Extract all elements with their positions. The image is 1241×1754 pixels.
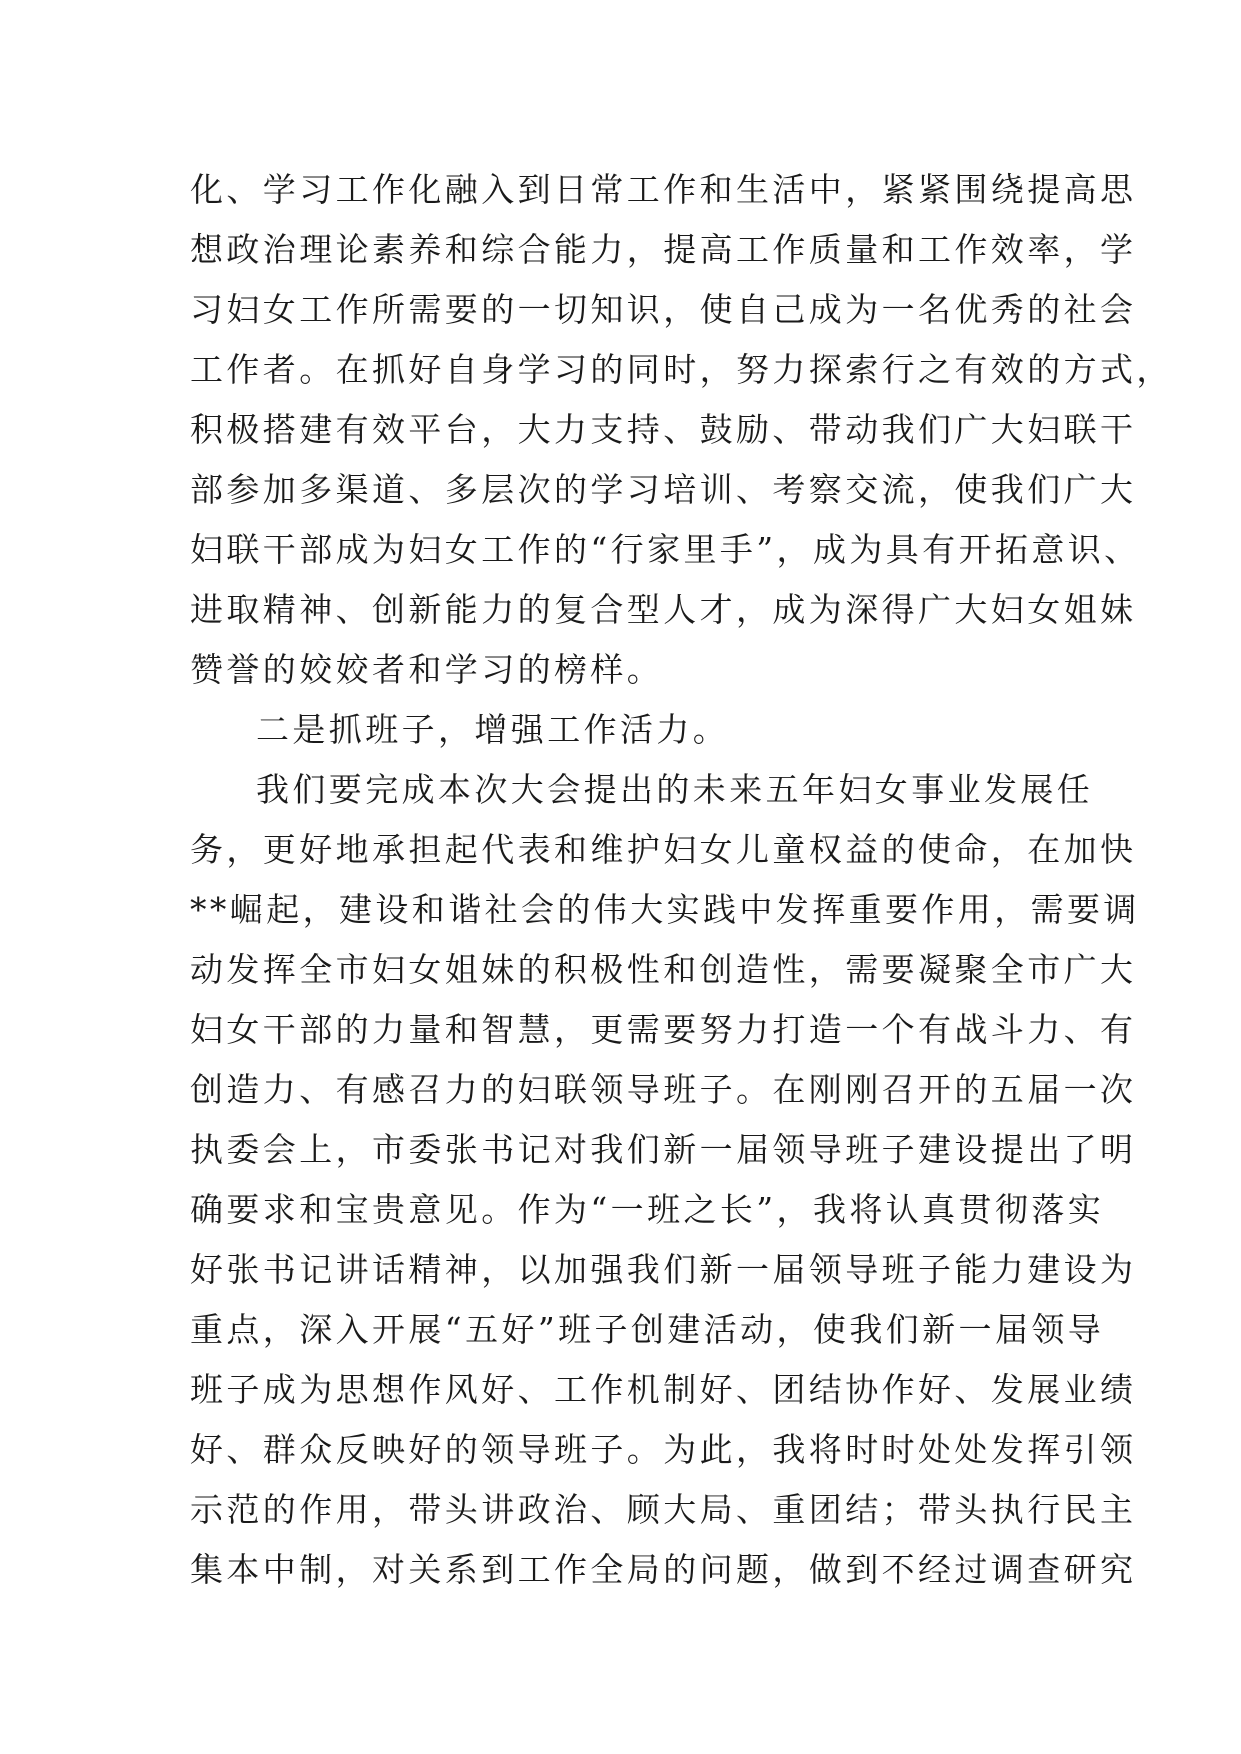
document-body bbox=[190, 160, 1173, 1600]
body-line: 动发挥全市妇女姐妹的积极性和创造性，需要凝聚全市广大 bbox=[190, 950, 1137, 989]
body-line: 部参加多渠道、多层次的学习培训、考察交流，使我们广大 bbox=[190, 470, 1137, 509]
body-line: 班子成为思想作风好、工作机制好、团结协作好、发展业绩 bbox=[190, 1370, 1137, 1409]
body-line: 妇联干部成为妇女工作的“行家里手”，成为具有开拓意识、 bbox=[190, 530, 1141, 569]
body-line: 工作者。在抓好自身学习的同时，努力探索行之有效的方式， bbox=[190, 350, 1173, 389]
body-line: 务，更好地承担起代表和维护妇女儿童权益的使命，在加快 bbox=[190, 830, 1137, 869]
body-line: 好张书记讲话精神，以加强我们新一届领导班子能力建设为 bbox=[190, 1250, 1137, 1289]
body-line: 确要求和宝贵意见。作为“一班之长”，我将认真贯彻落实 bbox=[190, 1190, 1105, 1229]
body-line: 进取精神、创新能力的复合型人才，成为深得广大妇女姐妹 bbox=[190, 590, 1137, 629]
body-line: 示范的作用，带头讲政治、顾大局、重团结；带头执行民主 bbox=[190, 1490, 1137, 1529]
body-line: 创造力、有感召力的妇联领导班子。在刚刚召开的五届一次 bbox=[190, 1070, 1137, 1109]
body-line: 好、群众反映好的领导班子。为此，我将时时处处发挥引领 bbox=[190, 1430, 1137, 1469]
body-line: 妇女干部的力量和智慧，更需要努力打造一个有战斗力、有 bbox=[190, 1010, 1137, 1049]
body-line: 执委会上，市委张书记对我们新一届领导班子建设提出了明 bbox=[190, 1130, 1137, 1169]
section-heading: 二是抓班子，增强工作活力。 bbox=[256, 710, 730, 749]
body-line: 积极搭建有效平台，大力支持、鼓励、带动我们广大妇联干 bbox=[190, 410, 1137, 449]
body-line: 集本中制，对关系到工作全局的问题，做到不经过调查研究 bbox=[190, 1550, 1137, 1589]
body-line: 赞誉的姣姣者和学习的榜样。 bbox=[190, 650, 664, 689]
body-line: 重点，深入开展“五好”班子创建活动，使我们新一届领导 bbox=[190, 1310, 1105, 1349]
body-line: 习妇女工作所需要的一切知识，使自己成为一名优秀的社会 bbox=[190, 290, 1137, 329]
body-line: **崛起，建设和谐社会的伟大实践中发挥重要作用，需要调 bbox=[190, 890, 1140, 929]
body-line: 想政治理论素养和综合能力，提高工作质量和工作效率，学 bbox=[190, 230, 1137, 269]
body-line: 化、学习工作化融入到日常工作和生活中，紧紧围绕提高思 bbox=[190, 170, 1137, 209]
paragraph-first-line: 我们要完成本次大会提出的未来五年妇女事业发展任 bbox=[256, 770, 1094, 809]
